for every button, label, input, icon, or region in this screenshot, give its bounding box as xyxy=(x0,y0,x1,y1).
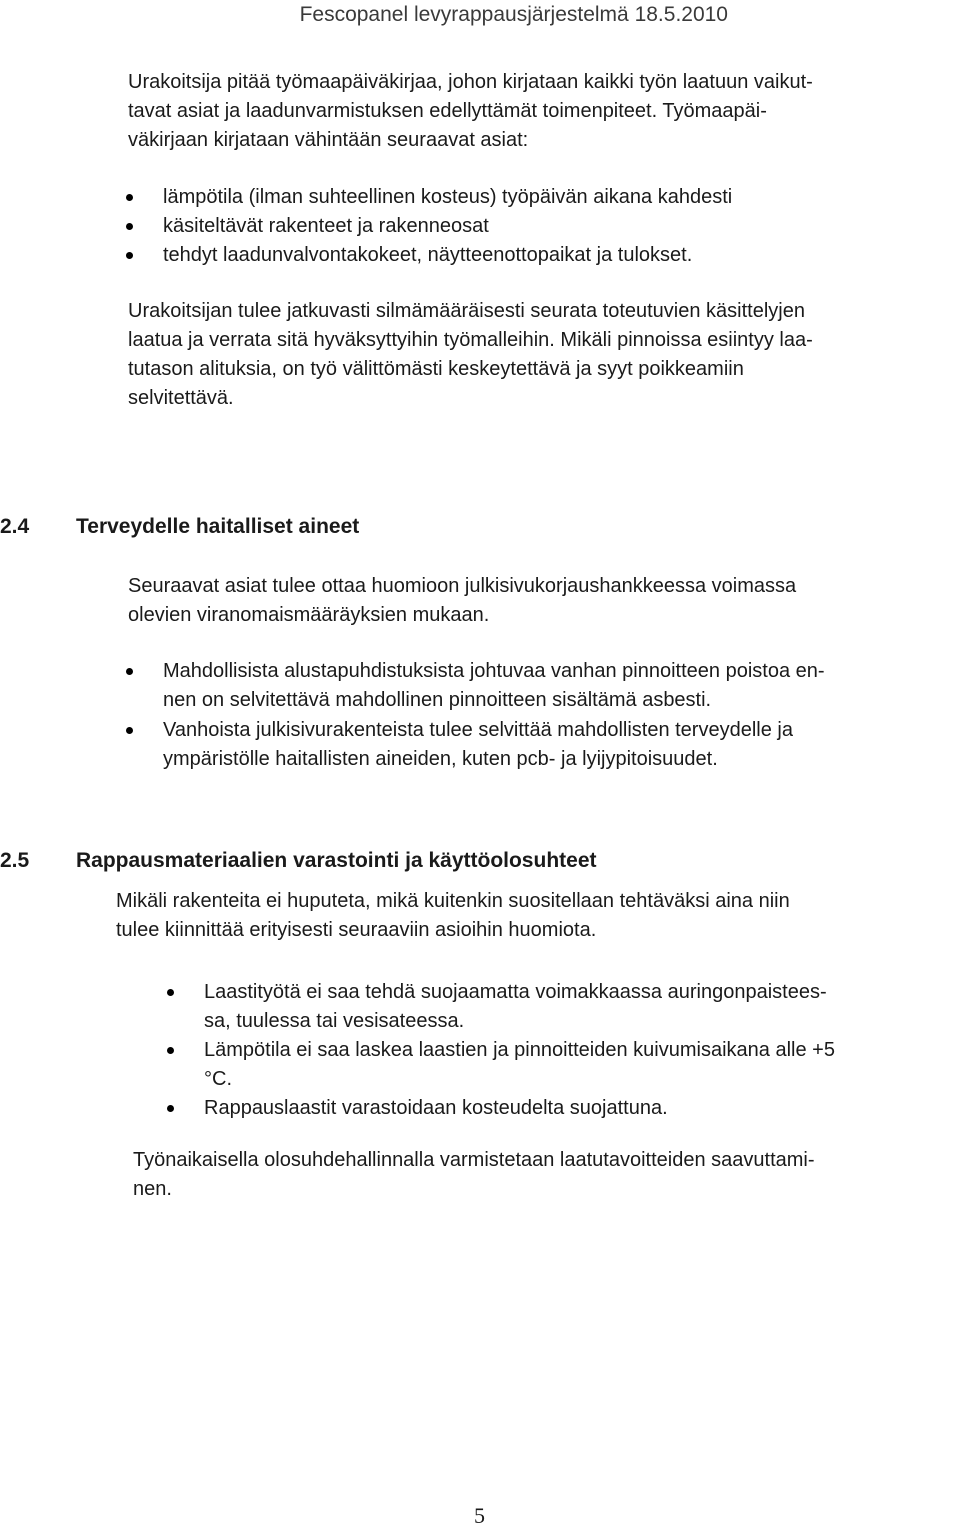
bullet-icon xyxy=(126,194,133,201)
text-line: Mikäli rakenteita ei huputeta, mikä kuitenkin suositellaan tehtäväksi aina niin xyxy=(116,890,790,912)
header-title: Fescopanel levyrappausjärjestelmä 18.5.2010 xyxy=(299,3,728,26)
list-item-text: tehdyt laadunvalvontakokeet, näytteenottopaikat ja tulokset. xyxy=(163,244,693,266)
list-item-text: sa, tuulessa tai vesisateessa. xyxy=(204,1010,465,1032)
text-line: tulee kiinnittää erityisesti seuraaviin asioihin huomiota. xyxy=(116,919,597,941)
list-item xyxy=(204,1094,835,1123)
list-item xyxy=(163,241,732,270)
bullet-icon xyxy=(126,252,133,259)
list-item-text: Vanhoista julkisivurakenteista tulee selvittää mahdollisten terveydelle ja xyxy=(163,719,793,741)
list-item-text: Laastityötä ei saa tehdä suojaamatta voimakkaassa auringonpaistees- xyxy=(204,981,827,1003)
list-item-text: nen on selvitettävä mahdollinen pinnoitteen sisältämä asbesti. xyxy=(163,689,712,711)
section-2-5-closing xyxy=(133,1146,815,1204)
section-2-4-list xyxy=(163,657,825,774)
text-line: Urakoitsija pitää työmaapäiväkirjaa, johon kirjataan kaikki työn laatuun vaikut- xyxy=(128,71,813,93)
text-line: Urakoitsijan tulee jatkuvasti silmämääräisesti seurata toteutuvien käsittelyjen xyxy=(128,300,805,322)
section-number: 2.4 xyxy=(0,515,30,538)
diary-items-list xyxy=(163,183,732,270)
bullet-icon xyxy=(167,1105,174,1112)
bullet-icon xyxy=(167,1047,174,1054)
intro-paragraph xyxy=(128,68,813,155)
text-line: nen. xyxy=(133,1178,172,1200)
text-line: selvitettävä. xyxy=(128,387,234,409)
list-item xyxy=(204,1036,835,1094)
section-2-5-list xyxy=(204,978,835,1123)
section-title: Rappausmateriaalien varastointi ja käyttöolosuhteet xyxy=(76,849,597,872)
list-item xyxy=(163,212,732,241)
list-item-text: lämpötila (ilman suhteellinen kosteus) työpäivän aikana kahdesti xyxy=(163,186,733,208)
list-item-text: °C. xyxy=(204,1068,232,1090)
page-number: 5 xyxy=(474,1503,485,1528)
list-item xyxy=(204,978,835,1036)
text-line: tavat asiat ja laadunvarmistuksen edellyttämät toimenpiteet. Työmaapäi- xyxy=(128,100,767,122)
list-item-text: ympäristölle haitallisten aineiden, kuten pcb- ja lyijypitoisuudet. xyxy=(163,748,718,770)
text-line: Seuraavat asiat tulee ottaa huomioon julkisivukorjaushankkeessa voimassa xyxy=(128,575,797,597)
section-2-4-intro xyxy=(128,572,796,630)
list-item xyxy=(163,183,732,212)
page-header xyxy=(0,0,960,30)
section-2-5-intro xyxy=(116,887,790,945)
text-line: olevien viranomaismääräyksien mukaan. xyxy=(128,604,490,626)
bullet-icon xyxy=(167,989,174,996)
list-item-text: Rappauslaastit varastoidaan kosteudelta suojattuna. xyxy=(204,1097,668,1119)
list-item-text: käsiteltävät rakenteet ja rakenneosat xyxy=(163,215,489,237)
list-item-text: Lämpötila ei saa laskea laastien ja pinnoitteiden kuivumisaikana alle +5 xyxy=(204,1039,835,1061)
list-item xyxy=(163,657,825,715)
section-number: 2.5 xyxy=(0,849,30,872)
bullet-icon xyxy=(126,727,133,734)
section-title: Terveydelle haitalliset aineet xyxy=(76,515,360,538)
text-line: laatua ja verrata sitä hyväksyttyihin työmalleihin. Mikäli pinnoissa esiintyy laa- xyxy=(128,329,813,351)
monitoring-paragraph xyxy=(128,297,813,413)
list-item xyxy=(163,716,825,774)
text-line: Työnaikaisella olosuhdehallinnalla varmistetaan laatutavoitteiden saavuttami- xyxy=(133,1149,815,1171)
text-line: tutason alituksia, on työ välittömästi keskeytettävä ja syyt poikkeamiin xyxy=(128,358,744,380)
section-heading-2-5 xyxy=(0,846,597,876)
bullet-icon xyxy=(126,223,133,230)
text-line: väkirjaan kirjataan vähintään seuraavat asiat: xyxy=(128,129,529,151)
section-heading-2-4 xyxy=(0,512,359,542)
bullet-icon xyxy=(126,668,133,675)
list-item-text: Mahdollisista alustapuhdistuksista johtuvaa vanhan pinnoitteen poistoa en- xyxy=(163,660,825,682)
